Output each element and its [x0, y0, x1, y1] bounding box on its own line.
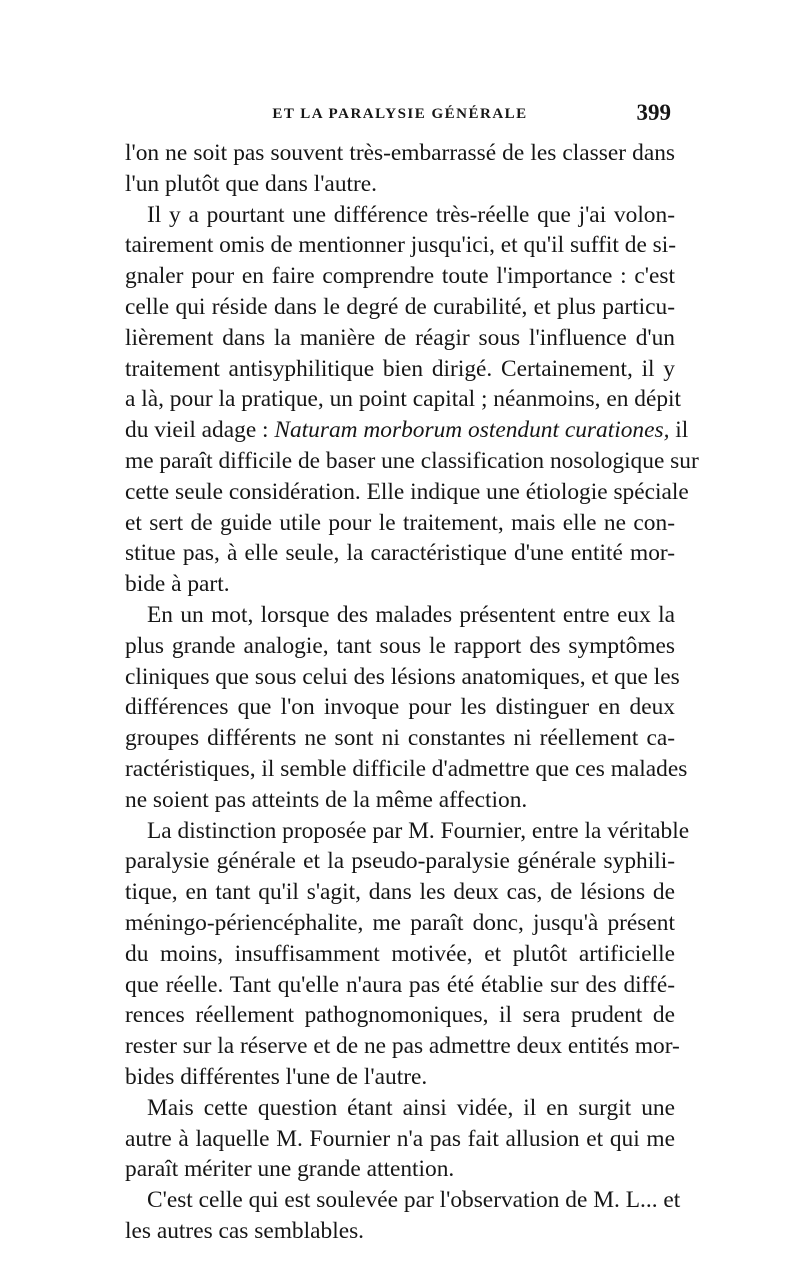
text-line: Mais cette question étant ainsi vidée, il en surgit une: [147, 1094, 675, 1121]
text-line: du moins, insuffisamment motivée, et plutôt artificielle: [125, 940, 675, 967]
text-line: autre à laquelle M. Fournier n'a pas fait allusion et qui me: [125, 1125, 675, 1152]
page-number: 399: [636, 100, 671, 125]
paragraph: [125, 1185, 681, 1247]
text-line: cliniques que sous celui des lésions anatomiques, et que les: [125, 663, 680, 690]
text-line: tique, en tant qu'il s'agit, dans les deux cas, de lésions de: [125, 879, 675, 906]
paragraph: [125, 200, 699, 600]
text-line: les autres cas semblables.: [125, 1217, 365, 1244]
book-page: [125, 98, 699, 1247]
body-text: [125, 138, 699, 1247]
text-line: gnaler pour en faire comprendre toute l'importance : c'est: [125, 263, 675, 290]
text-line: La distinction proposée par M. Fournier, entre la véritable: [147, 817, 690, 844]
text-run: du vieil adage :: [125, 417, 275, 444]
paragraph: [125, 1093, 675, 1185]
text-line: stitue pas, à elle seule, la caractéristique d'une entité mor-: [125, 540, 675, 567]
text-line: et sert de guide utile pour le traitement, mais elle ne con-: [125, 509, 675, 536]
text-line: paraît mériter une grande attention.: [125, 1156, 455, 1183]
text-run: il: [669, 417, 689, 444]
text-line: cette seule considération. Elle indique une étiologie spéciale: [125, 478, 689, 505]
text-line: traitement antisyphilitique bien dirigé. Certainement, il y: [125, 355, 675, 382]
text-line: tairement omis de mentionner jusqu'ici, et qu'il suffit de si-: [125, 232, 677, 259]
text-line: ne soient pas atteints de la même affection.: [125, 786, 528, 813]
text-line: rences réellement pathognomoniques, il sera prudent de: [125, 1002, 675, 1029]
text-line: différences que l'on invoque pour les distinguer en deux: [125, 694, 675, 721]
text-line-with-quote: [125, 415, 689, 446]
text-line: plus grande analogie, tant sous le rapport des symptômes: [125, 632, 675, 659]
paragraph: [125, 600, 688, 816]
text-line: a là, pour la pratique, un point capital ; néanmoins, en dépit: [125, 386, 682, 413]
text-line: l'un plutôt que dans l'autre.: [125, 170, 378, 197]
running-header: [125, 98, 675, 138]
text-line: ractéristiques, il semble difficile d'admettre que ces malades: [125, 755, 688, 782]
text-line: que réelle. Tant qu'elle n'aura pas été établie sur des diffé-: [125, 971, 675, 998]
text-line: groupes différents ne sont ni constantes ni réellement ca-: [125, 725, 675, 752]
text-line: l'on ne soit pas souvent très-embarrassé de les classer dans: [125, 140, 675, 166]
paragraph: [125, 816, 690, 1093]
text-line: En un mot, lorsque des malades présentent entre eux la: [147, 601, 675, 628]
text-line: celle qui réside dans le degré de curabilité, et plus particu-: [125, 293, 675, 320]
text-line: rester sur la réserve et de ne pas admettre deux entités mor-: [125, 1033, 680, 1060]
running-title: ET LA PARALYSIE GÉNÉRALE: [272, 106, 528, 122]
text-line: bides différentes l'une de l'autre.: [125, 1063, 428, 1090]
text-line: bide à part.: [125, 571, 230, 598]
text-line: lièrement dans la manière de réagir sous l'influence d'un: [125, 324, 675, 351]
text-line: paralysie générale et la pseudo-paralysie générale syphili-: [125, 848, 675, 875]
paragraph: [125, 138, 675, 200]
text-line: Il y a pourtant une différence très-réelle que j'ai volon-: [147, 201, 675, 228]
text-line: C'est celle qui est soulevée par l'observation de M. L... et: [147, 1187, 681, 1214]
latin-quotation: Naturam morborum ostendunt curationes,: [274, 417, 670, 444]
text-line: méningo-périencéphalite, me paraît donc, jusqu'à présent: [125, 909, 675, 936]
text-line: me paraît difficile de baser une classification nosologique sur: [125, 447, 699, 474]
